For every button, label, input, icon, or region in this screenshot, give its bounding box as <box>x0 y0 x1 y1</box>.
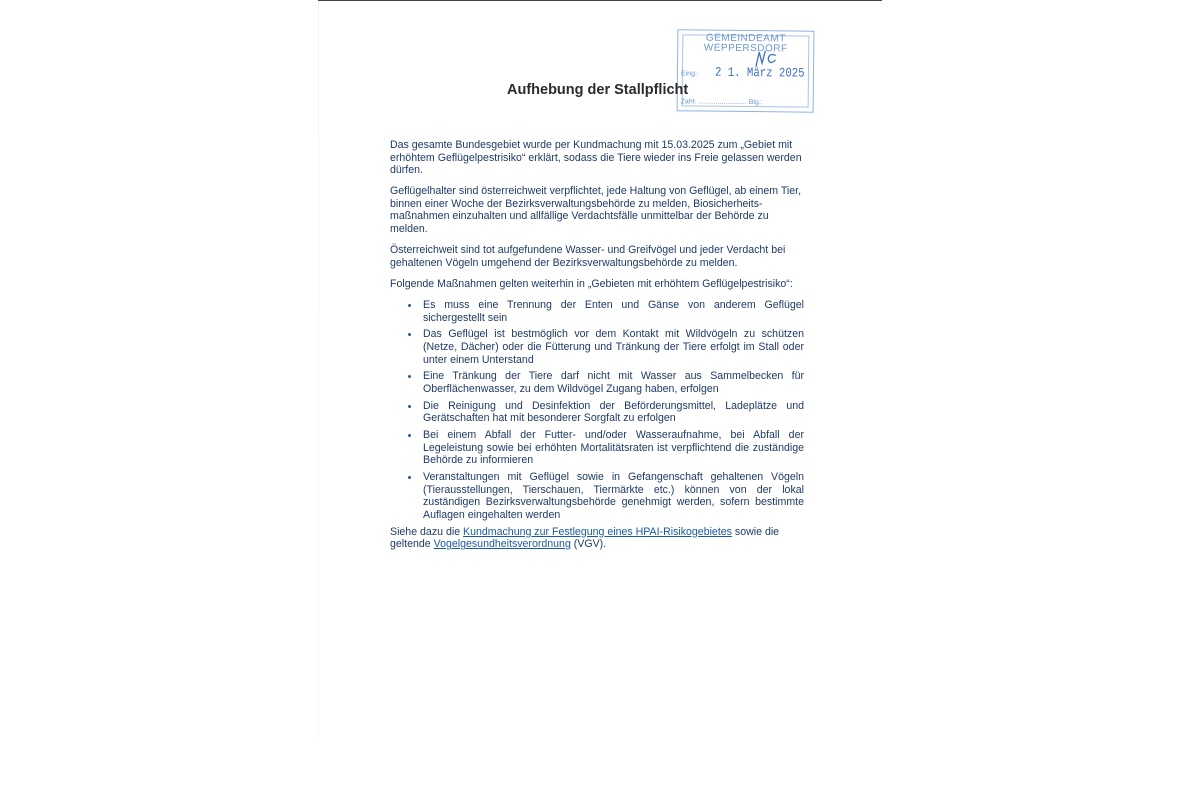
handwritten-initials-icon <box>753 49 779 69</box>
closing-suffix: (VGV). <box>570 538 607 551</box>
stamp-org-line1: GEMEINDEAMT <box>705 32 786 45</box>
stamp-eing-label: Eing.: <box>680 70 699 78</box>
list-item: Die Reinigung und Desinfektion der Beförderungsmittel, Ladeplätze und Gerätschaften hat mit besonderer Sorgfalt zu erfolgen <box>423 399 804 425</box>
document-title: Aufhebung der Stallpflicht <box>507 82 689 98</box>
closing-middle: sowie die geltende <box>390 525 780 551</box>
vgv-link[interactable]: Vogelgesundheitsverordnung <box>433 538 571 551</box>
list-item: Eine Tränkung der Tiere darf nicht mit Wasser aus Sammelbecken für Oberflächenwasser, zu dem Wildvögel Zugang haben, erfolgen <box>423 370 804 395</box>
scan-left-edge <box>318 1 319 741</box>
paragraph-measures-intro: Folgende Maßnahmen gelten weiterhin in „Gebieten mit erhöhtem Geflügelpestrisiko“: <box>390 277 793 290</box>
scan-edge-line <box>318 0 882 1</box>
paragraph-intro: Das gesamte Bundesgebiet wurde per Kundmachung mit 15.03.2025 zum „Gebiet mit erhöhtem Geflügelpestrisiko“ erklärt, sodass die Tiere wieder ins Freie gelassen werden dürfen. <box>390 139 802 177</box>
closing-prefix: Siehe dazu die <box>390 525 464 538</box>
kundmachung-link[interactable]: Kundmachung zur Festlegung eines HPAI-Risikogebietes <box>463 525 732 538</box>
stamp-zahl-label: Zahl: ......................... Blg.: <box>680 98 763 107</box>
stamp-org-line2: WEPPERSDORF <box>703 42 788 55</box>
list-item: Das Geflügel ist bestmöglich vor dem Kontakt mit Wildvögeln zu schützen (Netze, Dächer) oder die Fütterung und Tränkung der Tiere erfolgt im Stall oder unter einem Unterstand <box>423 328 804 366</box>
measures-list <box>390 299 804 521</box>
receipt-stamp <box>677 29 815 112</box>
closing-paragraph <box>390 526 804 551</box>
paragraph-reporting: Österreichweit sind tot aufgefundene Wasser- und Greifvögel und jeder Verdacht bei gehaltenen Vögeln umgehend der Bezirksverwaltungsbehörde zu melden. <box>390 244 786 269</box>
list-item: Bei einem Abfall der Futter- und/oder Wasseraufnahme, bei Abfall der Legeleistung sowie bei erhöhten Mortalitätsraten ist verpflichtend die zuständige Behörde zu informieren <box>423 429 804 467</box>
stamp-date: 2 1. März 2025 <box>714 64 805 81</box>
list-item: Veranstaltungen mit Geflügel sowie in Gefangenschaft gehaltenen Vögeln (Tierausstellungen, Tierschauen, Tiermärkte etc.) können von der lokal zuständigen Bezirksverwaltungsbehörde genehmigt werden, sofern bestimmte Auflagen eingehalten werden <box>423 471 804 521</box>
list-item: Es muss eine Trennung der Enten und Gänse von anderem Geflügel sichergestellt sein <box>423 298 804 324</box>
document-body <box>390 139 804 559</box>
paragraph-registration: Geflügelhalter sind österreichweit verpflichtet, jede Haltung von Geflügel, ab einem Tier, binnen einer Woche der Bezirksverwaltungsbehörde zu melden, Biosicherheits-maßnahmen einzuhalten und allfällige Verdachtsfälle unmittelbar der Behörde zu melden. <box>390 185 802 236</box>
